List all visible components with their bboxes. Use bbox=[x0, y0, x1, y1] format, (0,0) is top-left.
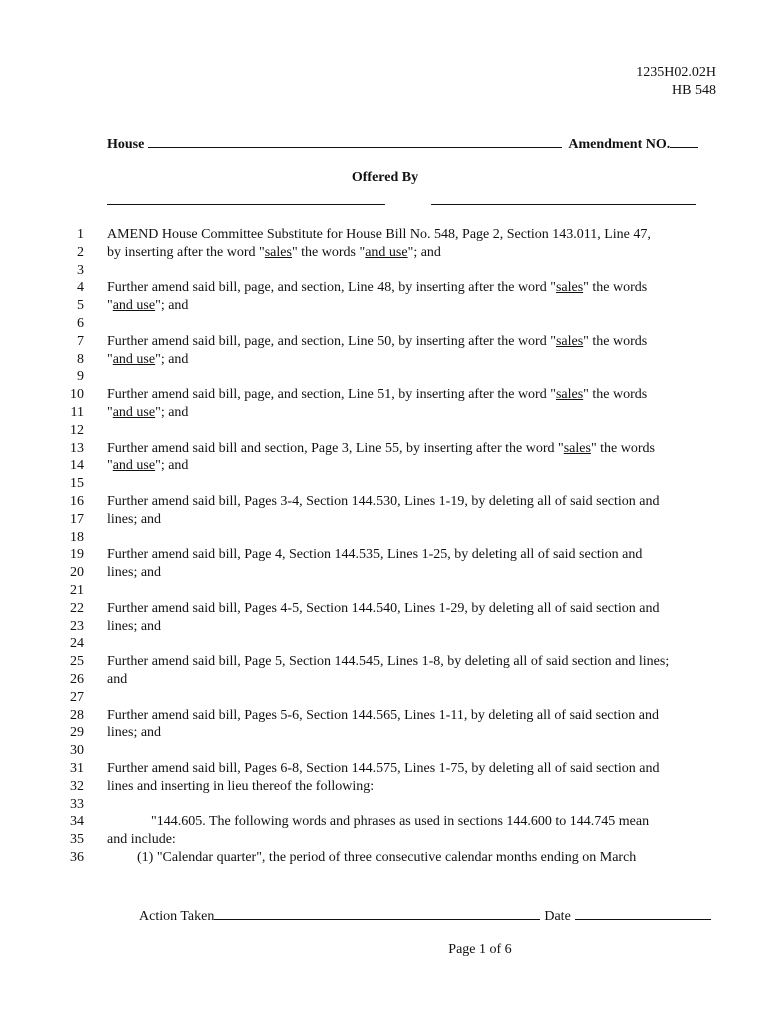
line-text bbox=[107, 671, 127, 689]
line-number: 36 bbox=[70, 849, 84, 865]
text-segment: " the words " bbox=[291, 244, 366, 260]
offered-by-signature-line-left bbox=[107, 204, 385, 205]
line-text bbox=[151, 813, 649, 831]
text-line bbox=[60, 671, 720, 689]
text-line bbox=[60, 849, 720, 867]
text-line bbox=[60, 297, 720, 315]
text-segment: by inserting after the word " bbox=[107, 244, 265, 260]
text-segment: " bbox=[107, 298, 113, 314]
line-text bbox=[107, 778, 374, 796]
text-line bbox=[60, 742, 720, 760]
text-segment: Further amend said bill, Pages 5-6, Section 144.565, Lines 1-11, by deleting all of said section and bbox=[107, 707, 659, 723]
bill-number: HB 548 bbox=[672, 83, 716, 98]
line-number: 21 bbox=[70, 582, 84, 598]
text-segment: "; and bbox=[407, 244, 441, 260]
text-line bbox=[60, 529, 720, 547]
line-text bbox=[107, 279, 647, 297]
text-line bbox=[60, 831, 720, 849]
text-segment: Further amend said bill, page, and section, Line 51, by inserting after the word " bbox=[107, 387, 556, 403]
line-text bbox=[107, 386, 647, 404]
doc-code: 1235H02.02H bbox=[636, 65, 716, 80]
text-line bbox=[60, 635, 720, 653]
text-segment: " bbox=[107, 458, 113, 474]
line-text bbox=[107, 351, 188, 369]
underlined-insertion: and use bbox=[112, 404, 156, 420]
line-text bbox=[107, 404, 188, 422]
text-segment: lines and inserting in lieu thereof the following: bbox=[107, 778, 375, 794]
text-segment: " the words bbox=[583, 387, 648, 403]
amendment-no-blank bbox=[670, 134, 698, 148]
text-line bbox=[60, 262, 720, 280]
line-number: 22 bbox=[70, 600, 84, 616]
line-number: 33 bbox=[70, 796, 84, 812]
text-line bbox=[60, 689, 720, 707]
underlined-insertion: sales bbox=[264, 244, 292, 260]
house-label: House bbox=[107, 137, 145, 152]
text-line bbox=[60, 368, 720, 386]
text-segment: and include: bbox=[107, 832, 176, 848]
line-number: 10 bbox=[70, 387, 84, 403]
text-line bbox=[60, 404, 720, 422]
text-line bbox=[60, 226, 720, 244]
line-number: 5 bbox=[77, 298, 84, 314]
underlined-insertion: sales bbox=[555, 333, 584, 349]
text-line bbox=[60, 707, 720, 725]
line-text bbox=[107, 333, 647, 351]
line-text bbox=[107, 226, 651, 244]
line-text bbox=[137, 849, 636, 867]
underlined-insertion: and use bbox=[112, 298, 156, 314]
action-taken-line bbox=[139, 906, 719, 925]
text-line bbox=[60, 333, 720, 351]
text-line bbox=[60, 796, 720, 814]
line-text bbox=[107, 244, 441, 262]
text-line bbox=[60, 653, 720, 671]
line-number: 30 bbox=[70, 743, 84, 759]
line-number: 32 bbox=[70, 778, 84, 794]
text-segment: Further amend said bill, Pages 3-4, Section 144.530, Lines 1-19, by deleting all of said section and bbox=[107, 493, 660, 509]
underlined-insertion: sales bbox=[555, 280, 584, 296]
line-number: 19 bbox=[70, 547, 84, 563]
text-segment: "; and bbox=[155, 298, 189, 314]
line-number: 35 bbox=[70, 832, 84, 848]
line-number: 31 bbox=[70, 760, 84, 776]
date-blank bbox=[575, 906, 711, 920]
line-number: 3 bbox=[77, 262, 84, 278]
line-number: 12 bbox=[70, 422, 84, 438]
line-text bbox=[107, 440, 655, 458]
text-segment: Further amend said bill, Pages 4-5, Section 144.540, Lines 1-29, by deleting all of said section and bbox=[107, 600, 660, 616]
text-segment: and bbox=[107, 671, 128, 687]
text-segment: "144.605. The following words and phrases as used in sections 144.600 to 144.745 mean bbox=[151, 814, 650, 830]
text-line bbox=[60, 315, 720, 333]
text-line bbox=[60, 546, 720, 564]
line-number: 27 bbox=[70, 689, 84, 705]
line-text bbox=[107, 707, 659, 725]
text-segment: Further amend said bill, Page 4, Section 144.535, Lines 1-25, by deleting all of said section and bbox=[107, 547, 643, 563]
text-line bbox=[60, 440, 720, 458]
line-number: 25 bbox=[70, 654, 84, 670]
line-number: 26 bbox=[70, 671, 84, 687]
text-line bbox=[60, 582, 720, 600]
line-number: 17 bbox=[70, 511, 84, 527]
line-text bbox=[107, 600, 660, 618]
text-segment: lines; and bbox=[107, 565, 162, 581]
offered-by-label: Offered By bbox=[351, 170, 419, 185]
text-line bbox=[60, 279, 720, 297]
text-line bbox=[60, 760, 720, 778]
line-number: 4 bbox=[77, 280, 84, 296]
action-taken-blank bbox=[214, 906, 540, 920]
text-line bbox=[60, 724, 720, 742]
line-number: 14 bbox=[70, 458, 84, 474]
underlined-insertion: and use bbox=[112, 458, 156, 474]
line-number: 2 bbox=[77, 244, 84, 260]
line-text bbox=[107, 457, 188, 475]
text-line bbox=[60, 813, 720, 831]
text-segment: " the words bbox=[590, 440, 655, 456]
text-segment: "; and bbox=[155, 351, 189, 367]
line-text bbox=[107, 760, 660, 778]
underlined-insertion: and use bbox=[112, 351, 156, 367]
amendment-header-line bbox=[107, 134, 717, 153]
underlined-insertion: sales bbox=[563, 440, 591, 456]
text-line bbox=[60, 386, 720, 404]
text-line bbox=[60, 457, 720, 475]
text-segment: Further amend said bill, page, and section, Line 48, by inserting after the word " bbox=[107, 280, 556, 296]
line-number: 24 bbox=[70, 636, 84, 652]
line-text bbox=[107, 493, 660, 511]
text-segment: AMEND House Committee Substitute for House Bill No. 548, Page 2, Section 143.011, Line 47, bbox=[107, 227, 651, 242]
underlined-insertion: sales bbox=[555, 387, 584, 403]
line-number: 1 bbox=[77, 227, 84, 242]
offered-by-signature-line-right bbox=[431, 204, 696, 205]
line-number: 16 bbox=[70, 493, 84, 509]
text-line bbox=[60, 564, 720, 582]
line-text bbox=[107, 511, 161, 529]
line-text bbox=[107, 564, 161, 582]
house-blank bbox=[148, 134, 562, 148]
text-line bbox=[60, 778, 720, 796]
line-number: 6 bbox=[77, 315, 84, 331]
text-segment: " bbox=[107, 404, 113, 420]
line-number: 29 bbox=[70, 725, 84, 741]
text-line bbox=[60, 600, 720, 618]
line-number: 20 bbox=[70, 565, 84, 581]
line-text bbox=[107, 653, 669, 671]
line-number: 11 bbox=[70, 404, 84, 420]
line-number: 28 bbox=[70, 707, 84, 723]
line-number: 13 bbox=[70, 440, 84, 456]
line-number: 8 bbox=[77, 351, 84, 367]
line-text bbox=[107, 546, 642, 564]
text-line bbox=[60, 351, 720, 369]
text-segment: lines; and bbox=[107, 725, 162, 741]
text-segment: "; and bbox=[155, 404, 189, 420]
text-line bbox=[60, 244, 720, 262]
action-taken-label: Action Taken bbox=[139, 909, 215, 924]
line-number: 15 bbox=[70, 476, 84, 492]
amendment-no-label: Amendment NO. bbox=[568, 137, 671, 152]
line-number: 34 bbox=[70, 814, 84, 830]
text-segment: Further amend said bill, Page 5, Section 144.545, Lines 1-8, by deleting all of said section and lines; bbox=[107, 654, 670, 670]
line-number: 23 bbox=[70, 618, 84, 634]
line-text bbox=[107, 724, 161, 742]
text-segment: " the words bbox=[583, 280, 648, 296]
line-number: 18 bbox=[70, 529, 84, 545]
text-segment: (1) "Calendar quarter", the period of three consecutive calendar months ending on March bbox=[137, 849, 637, 865]
text-segment: " the words bbox=[583, 333, 648, 349]
text-line bbox=[60, 475, 720, 493]
text-segment: " bbox=[107, 351, 113, 367]
text-segment: lines; and bbox=[107, 511, 162, 527]
text-line bbox=[60, 422, 720, 440]
date-label: Date bbox=[544, 909, 571, 924]
line-number: 9 bbox=[77, 369, 84, 385]
text-segment: Further amend said bill and section, Page 3, Line 55, by inserting after the word " bbox=[107, 440, 564, 456]
line-text bbox=[107, 831, 176, 849]
text-line bbox=[60, 618, 720, 636]
text-segment: "; and bbox=[155, 458, 189, 474]
line-text bbox=[107, 297, 188, 315]
numbered-text-body bbox=[60, 226, 720, 867]
text-line bbox=[60, 493, 720, 511]
underlined-insertion: and use bbox=[365, 244, 408, 260]
text-segment: lines; and bbox=[107, 618, 162, 634]
line-number: 7 bbox=[77, 333, 84, 349]
text-segment: Further amend said bill, page, and section, Line 50, by inserting after the word " bbox=[107, 333, 556, 349]
page-number: Page 1 of 6 bbox=[448, 942, 512, 957]
line-text bbox=[107, 618, 161, 636]
text-segment: Further amend said bill, Pages 6-8, Section 144.575, Lines 1-75, by deleting all of said section and bbox=[107, 760, 660, 776]
text-line bbox=[60, 511, 720, 529]
